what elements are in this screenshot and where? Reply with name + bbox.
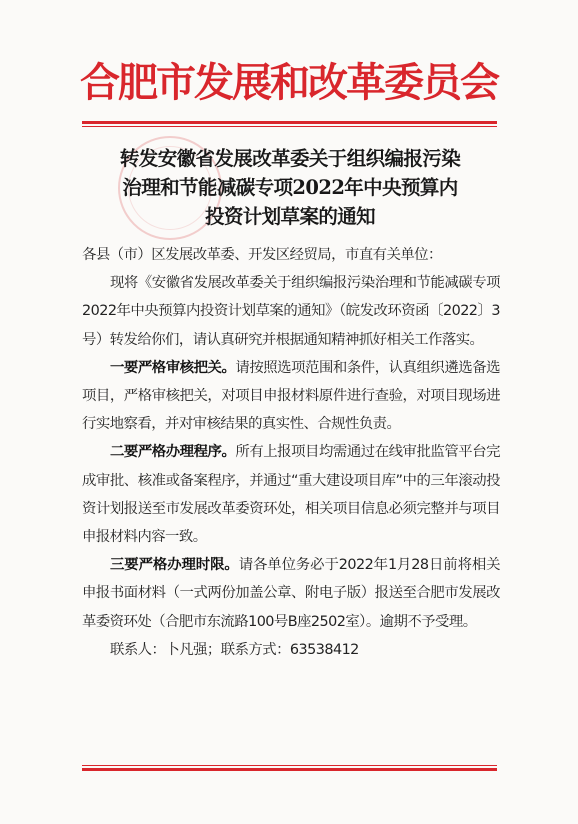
- paragraph-procedure-text: 所有上报项目均需通过在线审批监管平台完成审批、核准或备案程序，并通过“重大建设项目库”中的三年滚动投资计划报送至市发展改革委资环处，相关项目信息必须完整并与项目申报材料内容一致。: [82, 444, 500, 546]
- document-title-line-3: 投资计划草案的通知: [204, 205, 376, 228]
- contact-line: 联系人：卜凡强；联系方式：63538412: [110, 641, 359, 658]
- document-body: [82, 241, 500, 664]
- paragraph-procedure-lead: 二要严格办理程序。: [110, 444, 236, 461]
- paragraph-deadline: [82, 551, 500, 636]
- letterhead-rule-thick: [82, 121, 497, 124]
- document-title-line-2: 治理和节能减碳专项2022年中央预算内: [122, 176, 458, 199]
- paragraph-forwarding: 现将《安徽省发展改革委关于组织编报污染治理和节能减碳专项2022年中央预算内投资计划草案的通知》（皖发改环资函〔2022〕3号）转发给你们，请认真研究并根据通知精神抓好相关工作落实。: [82, 275, 500, 348]
- footer-rule-thin: [82, 765, 497, 766]
- letterhead-title: 合肥市发展和改革委员会: [80, 59, 498, 106]
- paragraph-procedure: [82, 438, 500, 551]
- letterhead-rule-thin: [82, 126, 497, 127]
- paragraph-deadline-lead: 三要严格办理时限。: [110, 557, 239, 574]
- footer-rule-thick: [82, 768, 497, 771]
- salutation: 各县（市）区发展改革委、开发区经贸局，市直有关单位：: [82, 247, 442, 263]
- paragraph-review-lead: 一要严格审核把关。: [110, 359, 236, 376]
- paragraph-review: [82, 354, 500, 439]
- paragraph-review-text: 请按照选项范围和条件，认真组织遴选备选项目，严格审核把关，对项目申报材料原件进行查验，对项目现场进行实地察看，并对审核结果的真实性、合规性负责。: [82, 359, 500, 433]
- paragraph-deadline-text: 请各单位务必于2022年1月28日前将相关申报书面材料（一式两份加盖公章、附电子版）报送至合肥市发展改革委资环处（合肥市东流路100号B座2502室）。逾期不予受理。: [82, 557, 500, 630]
- document-title: [60, 144, 520, 231]
- document-title-line-1: 转发安徽省发展改革委关于组织编报污染: [119, 147, 461, 170]
